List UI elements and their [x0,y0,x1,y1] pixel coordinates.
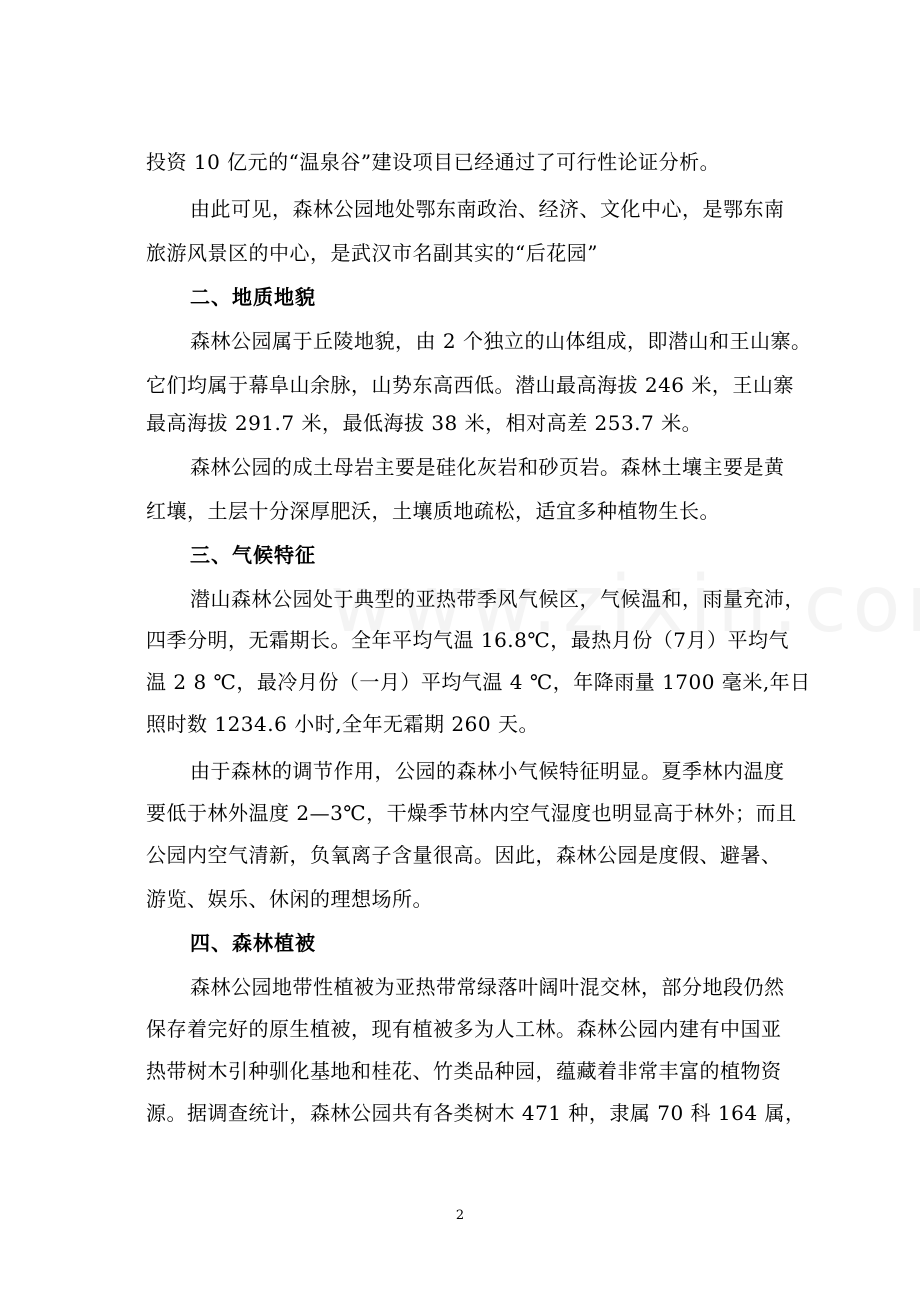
paragraph-line: 游览、娱乐、休闲的理想场所。 [146,887,433,911]
paragraph-line: 保存着完好的原生植被，现有植被多为人工林。森林公园内建有中国亚 [146,1017,782,1041]
paragraph-line: 源。据调查统计，森林公园共有各类树木 471 种，隶属 70 科 164 属， [146,1101,806,1125]
paragraph-line: 由于森林的调节作用，公园的森林小气候特征明显。夏季林内温度 [190,759,785,783]
section-heading-climate: 三、气候特征 [190,543,316,567]
paragraph-line: 最高海拔 291.7 米，最低海拔 38 米，相对高差 253.7 米。 [146,411,703,435]
section-heading-vegetation: 四、森林植被 [190,931,316,955]
paragraph-line: 它们均属于幕阜山余脉，山势东高西低。潜山最高海拔 246 米，王山寨 [146,373,794,397]
paragraph-line: 照时数 1234.6 小时,全年无霜期 260 天。 [146,712,539,736]
paragraph-line: 红壤，土层十分深厚肥沃，土壤质地疏松，适宜多种植物生长。 [146,499,720,523]
paragraph-line: 热带树木引种驯化基地和桂花、竹类品种园，蕴藏着非常丰富的植物资 [146,1059,782,1083]
paragraph-line: 森林公园的成土母岩主要是硅化灰岩和砂页岩。森林土壤主要是黄 [190,455,785,479]
paragraph-line: 旅游风景区的中心，是武汉市名副其实的“后花园” [146,241,598,265]
paragraph-line: 温 2 8 ℃，最冷月份（一月）平均气温 4 ℃，年降雨量 1700 毫米,年日 [146,670,811,694]
section-heading-geology: 二、地质地貌 [190,285,316,309]
paragraph-line: 投资 10 亿元的“温泉谷”建设项目已经通过了可行性论证分析。 [146,150,721,174]
paragraph-line: 四季分明，无霜期长。全年平均气温 16.8℃，最热月份（7月）平均气 [146,628,789,652]
paragraph-line: 森林公园地带性植被为亚热带常绿落叶阔叶混交林，部分地段仍然 [190,975,785,999]
paragraph-line: 公园内空气清新，负氧离子含量很高。因此，森林公园是度假、避暑、 [146,843,782,867]
paragraph-line: 由此可见，森林公园地处鄂东南政治、经济、文化中心，是鄂东南 [190,197,785,221]
paragraph-line: 要低于林外温度 2—3℃，干燥季节林内空气湿度也明显高于林外；而且 [146,801,797,825]
page-number: 2 [455,1208,465,1223]
paragraph-line: 潜山森林公园处于典型的亚热带季风气候区，气候温和，雨量充沛， [190,587,805,611]
paragraph-line: 森林公园属于丘陵地貌，由 2 个独立的山体组成，即潜山和王山寨。 [190,329,812,353]
